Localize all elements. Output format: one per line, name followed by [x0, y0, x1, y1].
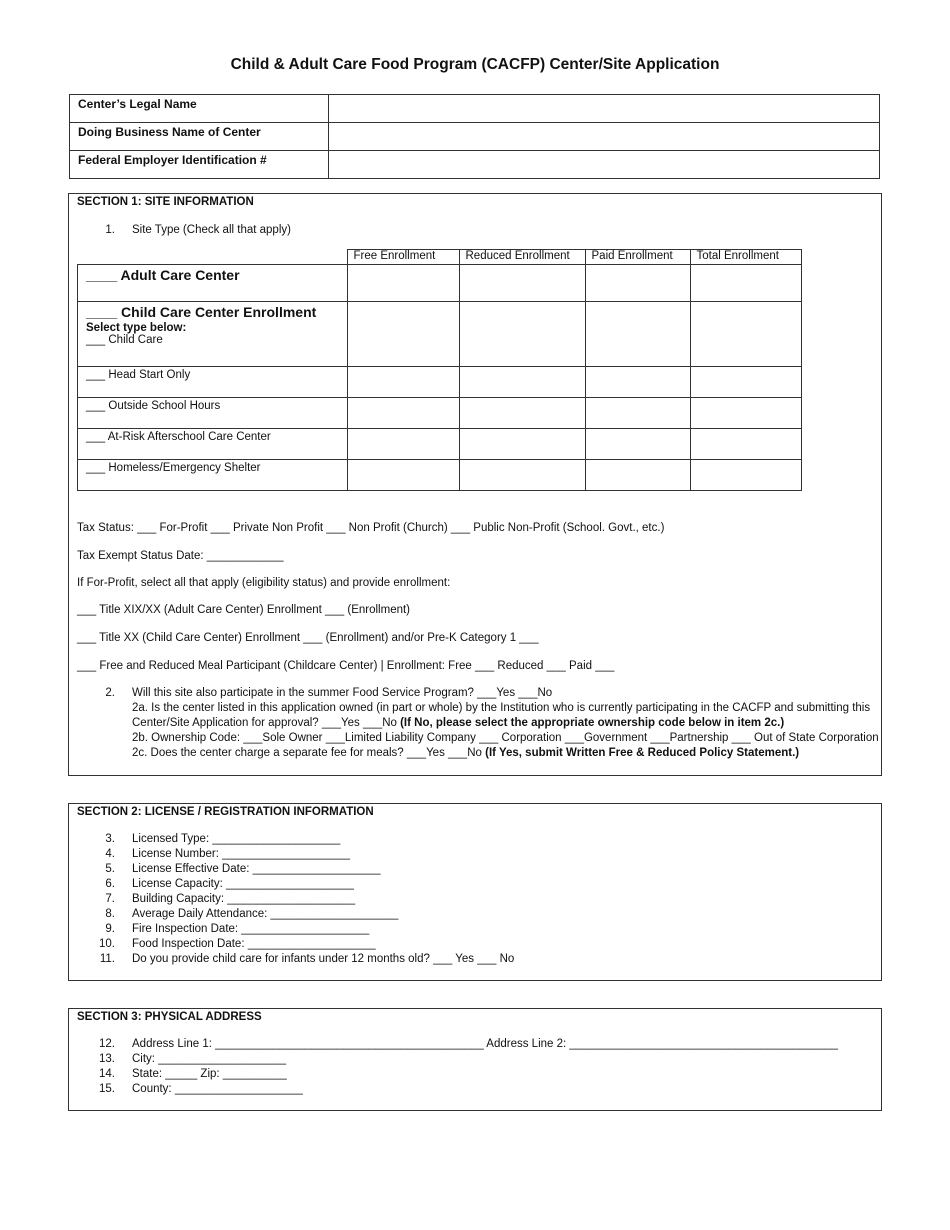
cell[interactable] — [690, 398, 801, 429]
cell[interactable] — [459, 265, 585, 302]
item-number: 11. — [99, 953, 115, 965]
q2b-ownership-code: 2b. Ownership Code: ___Sole Owner ___Limited Liability Company ___ Corporation ___Government ___Partnership ___ Out of State Corporation — [132, 732, 879, 744]
cell[interactable] — [690, 367, 801, 398]
food-inspection-date-field: Food Inspection Date: ____________________ — [132, 938, 376, 950]
table-header-row — [78, 250, 802, 265]
col-paid: Paid Enrollment — [585, 250, 690, 265]
infant-care-question: Do you provide child care for infants under 12 months old? ___ Yes ___ No — [132, 953, 515, 965]
col-free: Free Enrollment — [347, 250, 459, 265]
fein-label: Federal Employer Identification # — [70, 151, 329, 179]
q2-summer-program: Will this site also participate in the summer Food Service Program? ___Yes ___No — [132, 687, 553, 699]
q1-label: Site Type (Check all that apply) — [132, 224, 291, 236]
section3-title: SECTION 3: PHYSICAL ADDRESS — [77, 1011, 262, 1023]
cell[interactable] — [459, 460, 585, 491]
state-zip-field: State: _____ Zip: __________ — [132, 1068, 287, 1080]
title-xix-line: ___ Title XIX/XX (Adult Care Center) Enrollment ___ (Enrollment) — [77, 604, 411, 616]
cell[interactable] — [585, 398, 690, 429]
q2c-line — [132, 747, 799, 759]
cell[interactable] — [347, 302, 459, 367]
table-row — [70, 151, 880, 179]
item-number: 10. — [99, 938, 115, 950]
item-number: 15. — [99, 1083, 115, 1095]
item-number: 12. — [99, 1038, 115, 1050]
legal-name-field[interactable] — [329, 95, 880, 123]
cell[interactable] — [585, 265, 690, 302]
col-total: Total Enrollment — [690, 250, 801, 265]
building-capacity-field: Building Capacity: ____________________ — [132, 893, 356, 905]
row-child-care — [78, 302, 348, 367]
q2c-text: 2c. Does the center charge a separate fee for meals? ___Yes ___No — [132, 747, 486, 759]
city-field: City: ____________________ — [132, 1053, 287, 1065]
cell[interactable] — [585, 367, 690, 398]
tax-status: Tax Status: ___ For-Profit ___ Private Non Profit ___ Non Profit (Church) ___ Public Non-Profit (School. Govt., etc.) — [77, 522, 665, 534]
item-number: 14. — [99, 1068, 115, 1080]
table-row — [78, 265, 802, 302]
q1-number: 1. — [105, 224, 115, 236]
dba-name-field[interactable] — [329, 123, 880, 151]
q2a-text: Center/Site Application for approval? ___Yes ___No — [132, 717, 401, 729]
header-blank — [78, 250, 348, 265]
table-row — [78, 367, 802, 398]
dba-name-label: Doing Business Name of Center — [70, 123, 329, 151]
identification-table — [69, 94, 880, 179]
row-at-risk: ___ At-Risk Afterschool Care Center — [78, 429, 348, 460]
table-row — [78, 398, 802, 429]
cell[interactable] — [347, 429, 459, 460]
for-profit-instructions: If For-Profit, select all that apply (eligibility status) and provide enrollment: — [77, 577, 451, 589]
cell[interactable] — [459, 429, 585, 460]
item-number: 9. — [105, 923, 115, 935]
select-type-label: Select type below: — [86, 322, 187, 334]
q2a-line1: 2a. Is the center listed in this application owned (in part or whole) by the Institution who is currently participating in the CACFP and submitting this — [132, 702, 871, 714]
item-number: 8. — [105, 908, 115, 920]
q2a-line2 — [132, 717, 784, 729]
cell[interactable] — [459, 367, 585, 398]
q2a-bold-note: (If No, please select the appropriate ownership code below in item 2c.) — [400, 717, 785, 729]
section-site-information — [68, 193, 882, 776]
adult-care-label: ____ Adult Care Center — [86, 267, 240, 283]
row-head-start: ___ Head Start Only — [78, 367, 348, 398]
table-row — [70, 95, 880, 123]
q2c-bold-note: (If Yes, submit Written Free & Reduced Policy Statement.) — [485, 747, 800, 759]
fein-field[interactable] — [329, 151, 880, 179]
cell[interactable] — [347, 460, 459, 491]
cell[interactable] — [690, 460, 801, 491]
section-license-registration — [68, 803, 882, 981]
item-number: 13. — [99, 1053, 115, 1065]
legal-name-label: Center’s Legal Name — [70, 95, 329, 123]
page-title: Child & Adult Care Food Program (CACFP) Center/Site Application — [230, 56, 720, 73]
row-homeless: ___ Homeless/Emergency Shelter — [78, 460, 348, 491]
col-reduced: Reduced Enrollment — [459, 250, 585, 265]
cell[interactable] — [459, 398, 585, 429]
item-number: 3. — [105, 833, 115, 845]
table-row — [70, 123, 880, 151]
cell[interactable] — [690, 429, 801, 460]
section1-title: SECTION 1: SITE INFORMATION — [77, 196, 254, 208]
license-effective-date-field: License Effective Date: ____________________ — [132, 863, 381, 875]
licensed-type-field: Licensed Type: ____________________ — [132, 833, 341, 845]
tax-exempt-date: Tax Exempt Status Date: ____________ — [77, 550, 284, 562]
q2-number: 2. — [105, 687, 115, 699]
county-field: County: ____________________ — [132, 1083, 303, 1095]
license-number-field: License Number: ____________________ — [132, 848, 351, 860]
cell[interactable] — [690, 265, 801, 302]
section2-title: SECTION 2: LICENSE / REGISTRATION INFORMATION — [77, 806, 374, 818]
item-number: 5. — [105, 863, 115, 875]
cell[interactable] — [347, 398, 459, 429]
cell[interactable] — [459, 302, 585, 367]
average-daily-attendance-field: Average Daily Attendance: ____________________ — [132, 908, 399, 920]
child-care-center-label: ____ Child Care Center Enrollment — [86, 304, 317, 320]
child-care-option: ___ Child Care — [86, 334, 163, 346]
cell[interactable] — [585, 429, 690, 460]
address-lines-field: Address Line 1: __________________________________________ Address Line 2: __________________________________________ — [132, 1038, 839, 1050]
cell[interactable] — [585, 302, 690, 367]
item-number: 7. — [105, 893, 115, 905]
fire-inspection-date-field: Fire Inspection Date: ____________________ — [132, 923, 370, 935]
table-row — [78, 302, 802, 367]
enrollment-table — [77, 249, 802, 491]
row-outside-school: ___ Outside School Hours — [78, 398, 348, 429]
free-reduced-line: ___ Free and Reduced Meal Participant (Childcare Center) | Enrollment: Free ___ Reduced ___ Paid ___ — [77, 660, 615, 672]
cell[interactable] — [347, 265, 459, 302]
item-number: 6. — [105, 878, 115, 890]
cell[interactable] — [585, 460, 690, 491]
row-adult-care — [78, 265, 348, 302]
cell[interactable] — [690, 302, 801, 367]
license-capacity-field: License Capacity: ____________________ — [132, 878, 354, 890]
table-row — [78, 460, 802, 491]
title-xx-line: ___ Title XX (Child Care Center) Enrollment ___ (Enrollment) and/or Pre-K Category 1 ___ — [77, 632, 539, 644]
table-row — [78, 429, 802, 460]
item-number: 4. — [105, 848, 115, 860]
cell[interactable] — [347, 367, 459, 398]
section-physical-address — [68, 1008, 882, 1111]
